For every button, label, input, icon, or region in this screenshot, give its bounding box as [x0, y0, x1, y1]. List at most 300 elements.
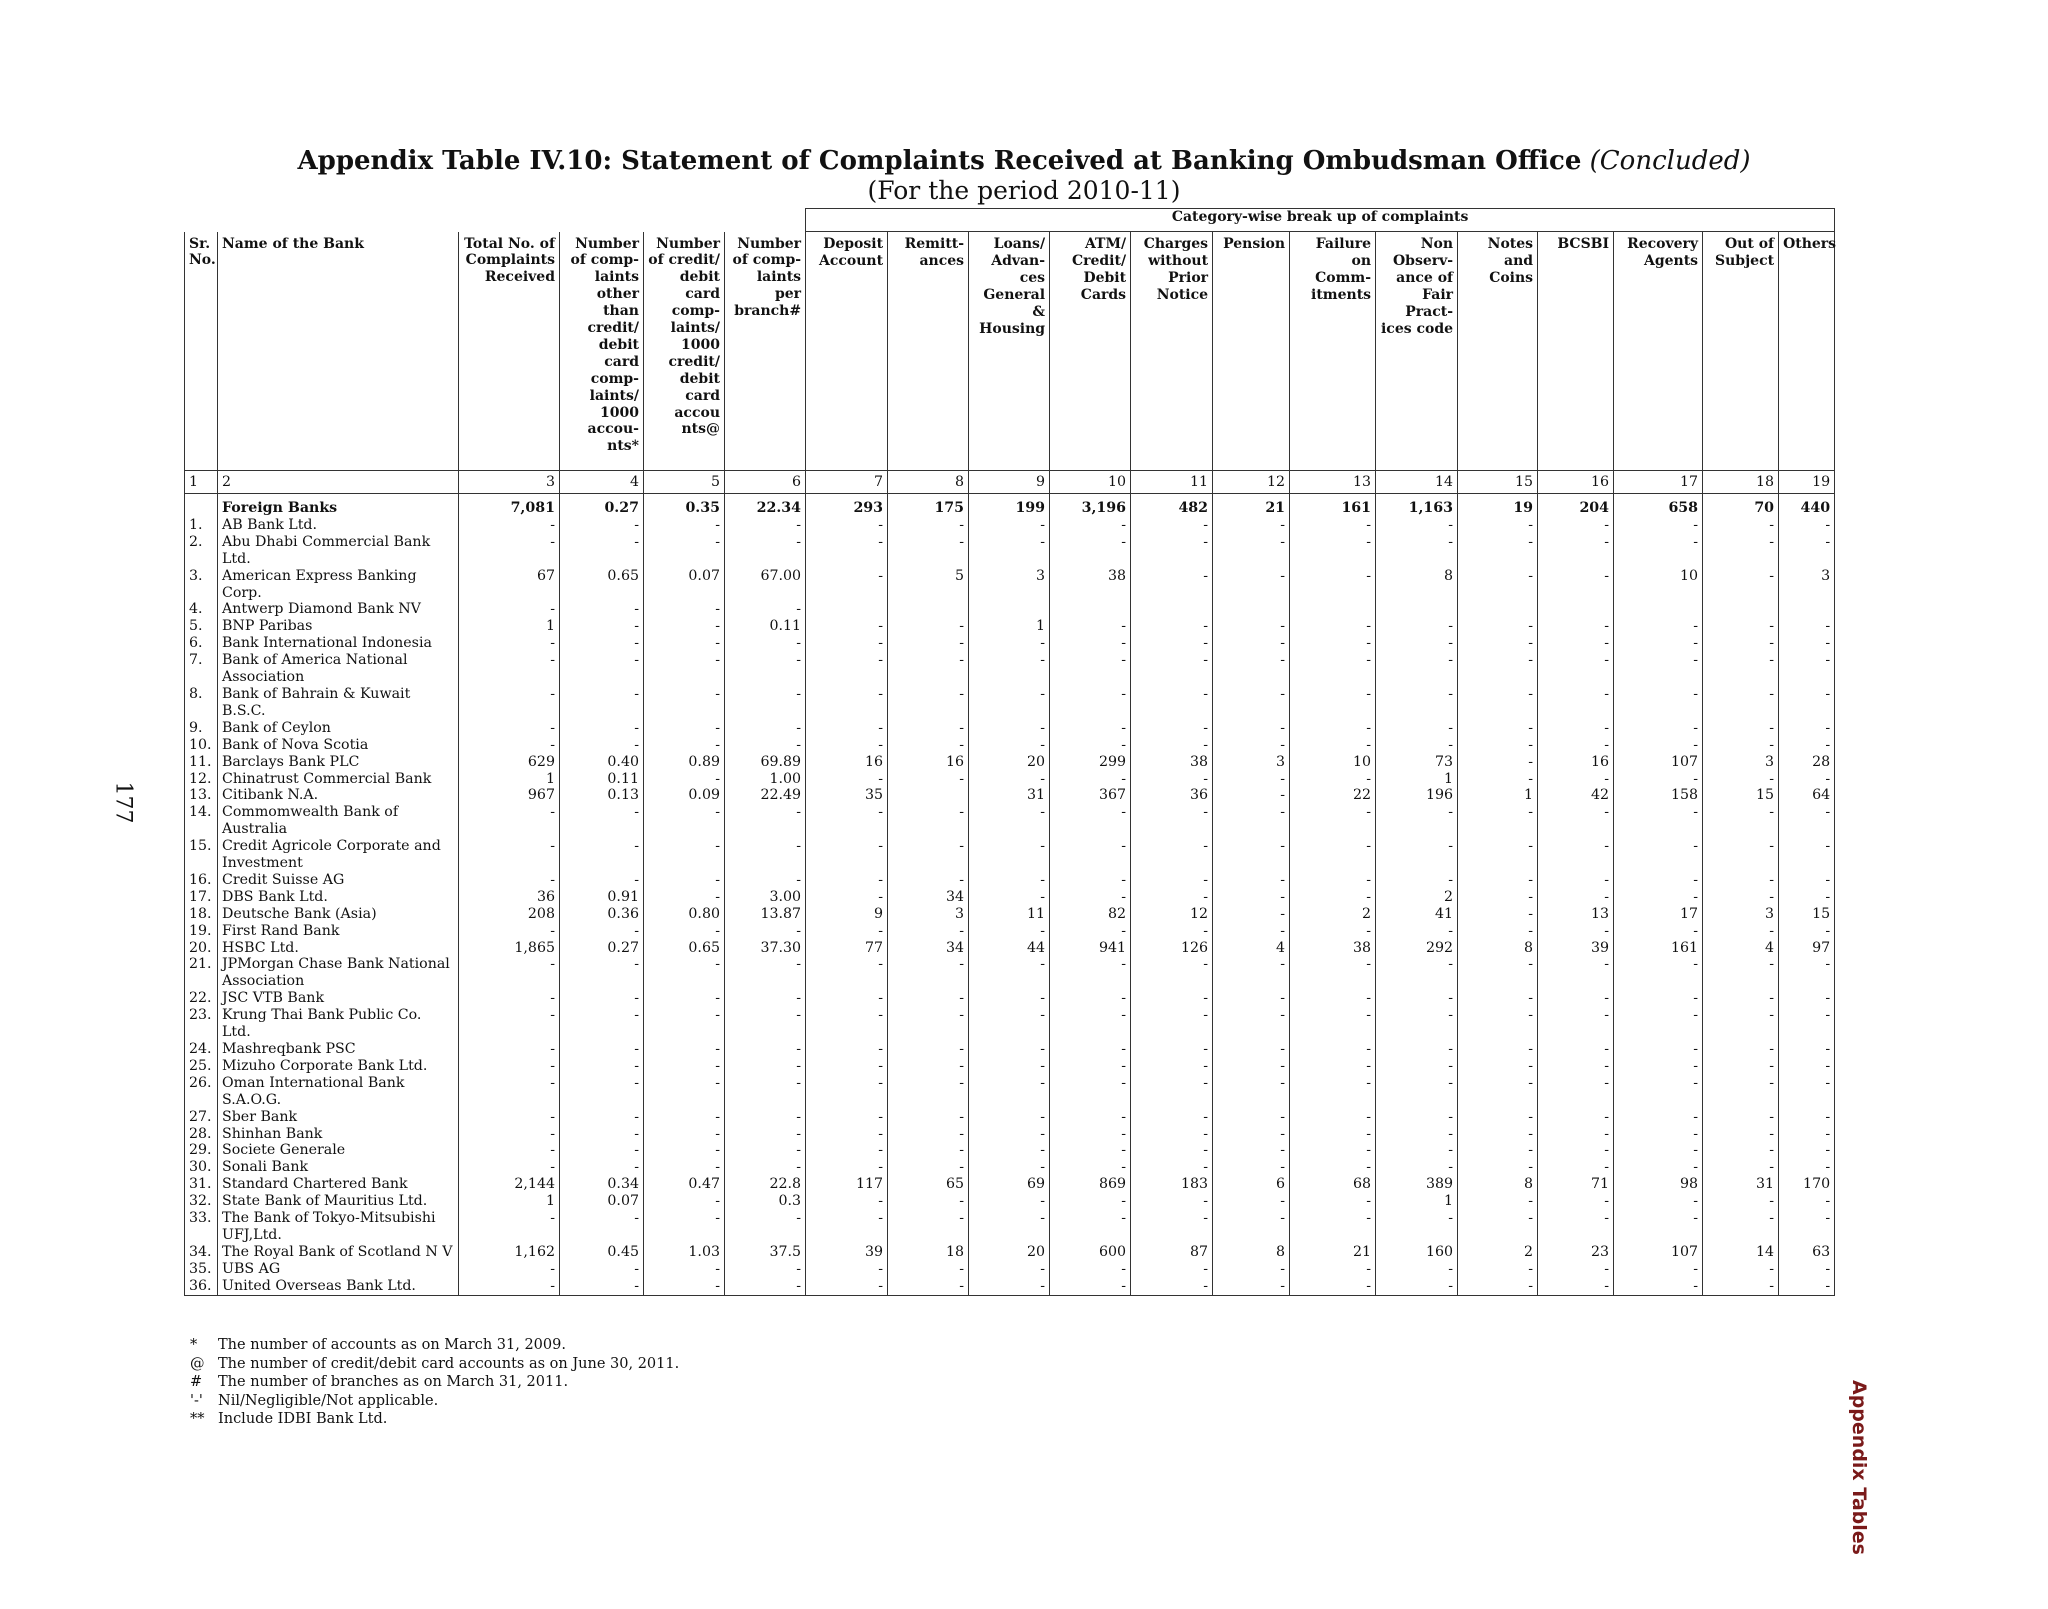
value-cell: 39 — [1538, 940, 1614, 957]
bank-name: The Royal Bank of Scotland N V — [218, 1244, 459, 1261]
value-cell: 20 — [969, 1244, 1050, 1261]
value-cell: - — [560, 1278, 644, 1295]
value-cell: - — [1213, 1109, 1290, 1126]
value-cell: - — [1538, 990, 1614, 1007]
value-cell: - — [725, 1142, 806, 1159]
value-cell: - — [1376, 1278, 1458, 1295]
value-cell: 44 — [969, 940, 1050, 957]
value-cell: - — [806, 771, 888, 788]
value-cell: - — [560, 1058, 644, 1075]
value-cell: - — [1213, 652, 1290, 686]
value-cell: - — [725, 804, 806, 838]
value-cell: 15 — [1703, 787, 1779, 804]
value-cell: - — [1131, 1007, 1213, 1041]
value-cell: - — [1290, 1007, 1376, 1041]
value-cell: - — [1050, 1109, 1131, 1126]
bank-name: Standard Chartered Bank — [218, 1176, 459, 1193]
value-cell: - — [459, 737, 560, 754]
column-number: 6 — [725, 471, 806, 494]
value-cell: - — [969, 652, 1050, 686]
value-cell: - — [969, 1261, 1050, 1278]
value-cell: 34 — [888, 889, 969, 906]
value-cell: 97 — [1779, 940, 1835, 957]
value-cell: - — [644, 1210, 725, 1244]
sr-cell: 9. — [185, 720, 218, 737]
value-cell: - — [1614, 1109, 1703, 1126]
value-cell: - — [1290, 737, 1376, 754]
value-cell: - — [1538, 1041, 1614, 1058]
value-cell: - — [806, 1041, 888, 1058]
value-cell: - — [1290, 618, 1376, 635]
value-cell: - — [1213, 1058, 1290, 1075]
value-cell: - — [969, 1159, 1050, 1176]
value-cell: - — [459, 720, 560, 737]
value-cell: 69.89 — [725, 754, 806, 771]
value-cell: 0.07 — [644, 568, 725, 602]
value-cell: - — [1703, 720, 1779, 737]
value-cell: - — [1376, 1210, 1458, 1244]
sr-cell: 26. — [185, 1075, 218, 1109]
value-cell: - — [1779, 686, 1835, 720]
value-cell: 0.65 — [560, 568, 644, 602]
value-cell: - — [1458, 686, 1538, 720]
value-cell: - — [806, 923, 888, 940]
value-cell: - — [1614, 652, 1703, 686]
value-cell: 73 — [1376, 754, 1458, 771]
value-cell: - — [1050, 534, 1131, 568]
value-cell: - — [725, 1041, 806, 1058]
value-cell: - — [1290, 872, 1376, 889]
table-row — [185, 686, 1835, 720]
bank-name: The Bank of Tokyo-Mitsubishi UFJ,Ltd. — [218, 1210, 459, 1244]
sr-cell: 22. — [185, 990, 218, 1007]
column-number: 2 — [218, 471, 459, 494]
table-row — [185, 517, 1835, 534]
value-cell: - — [1614, 956, 1703, 990]
value-cell: - — [806, 1193, 888, 1210]
value-cell: 8 — [1458, 1176, 1538, 1193]
table-row — [185, 1058, 1835, 1075]
value-cell: - — [1703, 1142, 1779, 1159]
value-cell: - — [725, 990, 806, 1007]
value-cell: - — [1779, 1193, 1835, 1210]
value-cell: - — [1131, 618, 1213, 635]
value-cell: - — [644, 889, 725, 906]
sr-cell: 33. — [185, 1210, 218, 1244]
value-cell: 0.80 — [644, 906, 725, 923]
value-cell: - — [1376, 1159, 1458, 1176]
value-cell: - — [644, 1126, 725, 1143]
bank-name: Credit Suisse AG — [218, 872, 459, 889]
footnote — [190, 1392, 679, 1411]
value-cell: 1,162 — [459, 1244, 560, 1261]
value-cell: - — [644, 1193, 725, 1210]
column-number: 4 — [560, 471, 644, 494]
value-cell: - — [1614, 889, 1703, 906]
value-cell: 0.40 — [560, 754, 644, 771]
value-cell: - — [1458, 906, 1538, 923]
value-cell: - — [1703, 838, 1779, 872]
bank-name: AB Bank Ltd. — [218, 517, 459, 534]
value-cell: - — [644, 1075, 725, 1109]
value-cell: - — [725, 1058, 806, 1075]
value-cell: - — [560, 804, 644, 838]
value-cell: - — [1779, 720, 1835, 737]
bank-name: Abu Dhabi Commercial Bank Ltd. — [218, 534, 459, 568]
value-cell: - — [969, 1278, 1050, 1295]
value-cell: 196 — [1376, 787, 1458, 804]
value-cell: - — [969, 720, 1050, 737]
value-cell: - — [1050, 1261, 1131, 1278]
bank-name: Bank of Nova Scotia — [218, 737, 459, 754]
value-cell: - — [1458, 1126, 1538, 1143]
value-cell: - — [1703, 737, 1779, 754]
table-row — [185, 1210, 1835, 1244]
value-cell: - — [1376, 1109, 1458, 1126]
value-cell: - — [1538, 1261, 1614, 1278]
value-cell: - — [1458, 754, 1538, 771]
value-cell: - — [1290, 1159, 1376, 1176]
value-cell: - — [969, 1041, 1050, 1058]
value-cell: - — [1131, 1126, 1213, 1143]
bank-name: United Overseas Bank Ltd. — [218, 1278, 459, 1295]
footnote-symbol: '-' — [190, 1392, 203, 1409]
bank-name: Deutsche Bank (Asia) — [218, 906, 459, 923]
value-cell: - — [644, 1278, 725, 1295]
value-cell: - — [1779, 923, 1835, 940]
value-cell: - — [1703, 534, 1779, 568]
value-cell: - — [1614, 720, 1703, 737]
value-cell: - — [1458, 923, 1538, 940]
value-cell: - — [888, 1278, 969, 1295]
value-cell: - — [1290, 635, 1376, 652]
value-cell: - — [1703, 1159, 1779, 1176]
value-cell: - — [1290, 923, 1376, 940]
value-cell: - — [459, 686, 560, 720]
value-cell: 126 — [1131, 940, 1213, 957]
value-cell: 8 — [1376, 568, 1458, 602]
value-cell: - — [1538, 1142, 1614, 1159]
column-header: ATM/ Credit/ Debit Cards — [1050, 232, 1131, 471]
value-cell: - — [888, 771, 969, 788]
value-cell: - — [644, 1261, 725, 1278]
value-cell: - — [560, 838, 644, 872]
value-cell: - — [1458, 517, 1538, 534]
value-cell: - — [1703, 686, 1779, 720]
value-cell: - — [1458, 1261, 1538, 1278]
value-cell: - — [1614, 1041, 1703, 1058]
value-cell: - — [459, 534, 560, 568]
value-cell: - — [1376, 1041, 1458, 1058]
value-cell: - — [1290, 889, 1376, 906]
value-cell: 160 — [1376, 1244, 1458, 1261]
value-cell: - — [1614, 737, 1703, 754]
value-cell: - — [560, 923, 644, 940]
value-cell: - — [888, 1058, 969, 1075]
column-header: Name of the Bank — [218, 232, 459, 471]
sr-cell: 21. — [185, 956, 218, 990]
value-cell: - — [1614, 1261, 1703, 1278]
value-cell: - — [644, 872, 725, 889]
value-cell: - — [969, 1075, 1050, 1109]
value-cell: - — [806, 568, 888, 602]
value-cell: - — [1779, 771, 1835, 788]
column-number: 15 — [1458, 471, 1538, 494]
value-cell: - — [1131, 635, 1213, 652]
value-cell: - — [806, 1159, 888, 1176]
value-cell: - — [1213, 889, 1290, 906]
value-cell: - — [969, 1058, 1050, 1075]
value-cell: - — [1050, 804, 1131, 838]
bank-name: American Express Banking Corp. — [218, 568, 459, 602]
value-cell: - — [1131, 1075, 1213, 1109]
value-cell: 68 — [1290, 1176, 1376, 1193]
value-cell: - — [1779, 517, 1835, 534]
value-cell: - — [888, 1159, 969, 1176]
value-cell: 3 — [1213, 754, 1290, 771]
value-cell: - — [1779, 990, 1835, 1007]
value-cell: - — [969, 838, 1050, 872]
value-cell: 12 — [1131, 906, 1213, 923]
value-cell: - — [888, 990, 969, 1007]
sr-cell: 36. — [185, 1278, 218, 1295]
value-cell: 0.36 — [560, 906, 644, 923]
value-cell: - — [806, 1075, 888, 1109]
sr-cell: 35. — [185, 1261, 218, 1278]
footnote-text: The number of accounts as on March 31, 2009. — [218, 1337, 566, 1353]
value-cell: 1,865 — [459, 940, 560, 957]
value-cell: - — [1614, 517, 1703, 534]
sr-cell: 11. — [185, 754, 218, 771]
value-cell: - — [806, 618, 888, 635]
sr-cell — [185, 500, 218, 517]
value-cell: - — [1131, 990, 1213, 1007]
value-cell: - — [1703, 635, 1779, 652]
value-cell: - — [459, 1109, 560, 1126]
value-cell: - — [1131, 1058, 1213, 1075]
value-cell: - — [1538, 1210, 1614, 1244]
value-cell: 41 — [1376, 906, 1458, 923]
value-cell: - — [644, 1041, 725, 1058]
value-cell: - — [1779, 652, 1835, 686]
value-cell: 1,163 — [1376, 500, 1458, 517]
value-cell: - — [1614, 534, 1703, 568]
value-cell: 16 — [888, 754, 969, 771]
value-cell: - — [888, 720, 969, 737]
value-cell: - — [644, 1142, 725, 1159]
complaints-table — [184, 208, 1835, 1296]
value-cell: - — [1050, 635, 1131, 652]
column-header: Out of Subject — [1703, 232, 1779, 471]
value-cell: - — [1458, 838, 1538, 872]
value-cell: 0.34 — [560, 1176, 644, 1193]
group-row — [185, 500, 1835, 517]
bank-name: State Bank of Mauritius Ltd. — [218, 1193, 459, 1210]
value-cell: 482 — [1131, 500, 1213, 517]
value-cell: - — [806, 720, 888, 737]
value-cell: - — [1458, 889, 1538, 906]
table-row — [185, 1261, 1835, 1278]
value-cell: - — [1213, 838, 1290, 872]
value-cell: - — [1050, 1210, 1131, 1244]
value-cell: - — [1538, 737, 1614, 754]
value-cell: - — [888, 1075, 969, 1109]
value-cell: - — [560, 720, 644, 737]
sr-cell: 23. — [185, 1007, 218, 1041]
value-cell: 6 — [1213, 1176, 1290, 1193]
page-number: 177 — [110, 781, 136, 824]
sr-cell: 2. — [185, 534, 218, 568]
value-cell: - — [1213, 737, 1290, 754]
value-cell: 10 — [1290, 754, 1376, 771]
footnote-symbol: @ — [190, 1355, 205, 1372]
value-cell: - — [1376, 652, 1458, 686]
value-cell: - — [1703, 1261, 1779, 1278]
sr-cell: 28. — [185, 1126, 218, 1143]
bank-name: Credit Agricole Corporate and Investment — [218, 838, 459, 872]
value-cell: - — [1131, 956, 1213, 990]
value-cell: 107 — [1614, 1244, 1703, 1261]
value-cell: - — [1290, 1261, 1376, 1278]
column-header: Recovery Agents — [1614, 232, 1703, 471]
page-subtitle: (For the period 2010-11) — [867, 176, 1181, 205]
sr-cell: 20. — [185, 940, 218, 957]
value-cell: - — [969, 517, 1050, 534]
value-cell: - — [888, 804, 969, 838]
value-cell: - — [1458, 1278, 1538, 1295]
value-cell: - — [725, 635, 806, 652]
value-cell: - — [1213, 517, 1290, 534]
value-cell — [1458, 601, 1538, 618]
value-cell: - — [644, 737, 725, 754]
value-cell: - — [806, 1109, 888, 1126]
value-cell: - — [1779, 1075, 1835, 1109]
value-cell: 367 — [1050, 787, 1131, 804]
value-cell: 204 — [1538, 500, 1614, 517]
value-cell: - — [1779, 1159, 1835, 1176]
value-cell: - — [1779, 1058, 1835, 1075]
value-cell: 18 — [888, 1244, 969, 1261]
value-cell: 3 — [969, 568, 1050, 602]
table-row — [185, 787, 1835, 804]
value-cell: - — [1290, 990, 1376, 1007]
column-number: 11 — [1131, 471, 1213, 494]
value-cell: 17 — [1614, 906, 1703, 923]
value-cell: - — [1290, 686, 1376, 720]
value-cell: - — [644, 1159, 725, 1176]
value-cell: - — [459, 1261, 560, 1278]
value-cell: - — [969, 1142, 1050, 1159]
value-cell: - — [1538, 1007, 1614, 1041]
table-row — [185, 1159, 1835, 1176]
table-row — [185, 1193, 1835, 1210]
value-cell: 869 — [1050, 1176, 1131, 1193]
value-cell: - — [644, 534, 725, 568]
value-cell: - — [1614, 872, 1703, 889]
value-cell: - — [1131, 737, 1213, 754]
value-cell: - — [1703, 652, 1779, 686]
value-cell: - — [560, 601, 644, 618]
category-header: Category-wise break up of complaints — [806, 209, 1835, 232]
table-row — [185, 990, 1835, 1007]
value-cell: 3.00 — [725, 889, 806, 906]
value-cell: 158 — [1614, 787, 1703, 804]
bank-name: JSC VTB Bank — [218, 990, 459, 1007]
value-cell: - — [1050, 1193, 1131, 1210]
value-cell: - — [1376, 737, 1458, 754]
value-cell: - — [1376, 1142, 1458, 1159]
value-cell: - — [888, 1261, 969, 1278]
column-number: 18 — [1703, 471, 1779, 494]
value-cell: 292 — [1376, 940, 1458, 957]
table-row — [185, 1041, 1835, 1058]
value-cell: 10 — [1614, 568, 1703, 602]
value-cell: 161 — [1290, 500, 1376, 517]
value-cell: - — [1703, 889, 1779, 906]
header-blank — [185, 209, 806, 232]
value-cell: - — [1614, 1075, 1703, 1109]
table-row — [185, 1176, 1835, 1193]
bank-name: Mizuho Corporate Bank Ltd. — [218, 1058, 459, 1075]
table-row — [185, 720, 1835, 737]
value-cell: 28 — [1779, 754, 1835, 771]
value-cell: - — [888, 737, 969, 754]
value-cell: - — [1376, 534, 1458, 568]
sr-cell: 18. — [185, 906, 218, 923]
value-cell: - — [725, 686, 806, 720]
table-row — [185, 771, 1835, 788]
value-cell: 107 — [1614, 754, 1703, 771]
value-cell: - — [806, 1126, 888, 1143]
value-cell: 161 — [1614, 940, 1703, 957]
value-cell: - — [1538, 889, 1614, 906]
value-cell: - — [1213, 1261, 1290, 1278]
footnote — [190, 1355, 679, 1374]
value-cell: 3 — [1779, 568, 1835, 602]
value-cell: - — [1703, 1278, 1779, 1295]
value-cell: 22.34 — [725, 500, 806, 517]
value-cell: - — [1376, 838, 1458, 872]
value-cell: - — [1376, 720, 1458, 737]
value-cell: 0.45 — [560, 1244, 644, 1261]
value-cell: - — [888, 1041, 969, 1058]
bank-name: HSBC Ltd. — [218, 940, 459, 957]
value-cell: - — [888, 1210, 969, 1244]
value-cell: 98 — [1614, 1176, 1703, 1193]
value-cell: - — [1703, 568, 1779, 602]
value-cell: - — [1614, 804, 1703, 838]
value-cell: - — [725, 1210, 806, 1244]
table-row — [185, 872, 1835, 889]
value-cell: - — [1213, 956, 1290, 990]
value-cell: 11 — [969, 906, 1050, 923]
value-cell: 13 — [1538, 906, 1614, 923]
value-cell: - — [1538, 838, 1614, 872]
value-cell: 8 — [1213, 1244, 1290, 1261]
value-cell: - — [1538, 872, 1614, 889]
column-number: 7 — [806, 471, 888, 494]
value-cell: - — [969, 872, 1050, 889]
value-cell: 9 — [806, 906, 888, 923]
value-cell: 0.47 — [644, 1176, 725, 1193]
value-cell: 35 — [806, 787, 888, 804]
value-cell: 7,081 — [459, 500, 560, 517]
value-cell: - — [806, 737, 888, 754]
column-header: Deposit Account — [806, 232, 888, 471]
value-cell: - — [888, 618, 969, 635]
value-cell: - — [969, 534, 1050, 568]
value-cell: - — [1703, 1058, 1779, 1075]
